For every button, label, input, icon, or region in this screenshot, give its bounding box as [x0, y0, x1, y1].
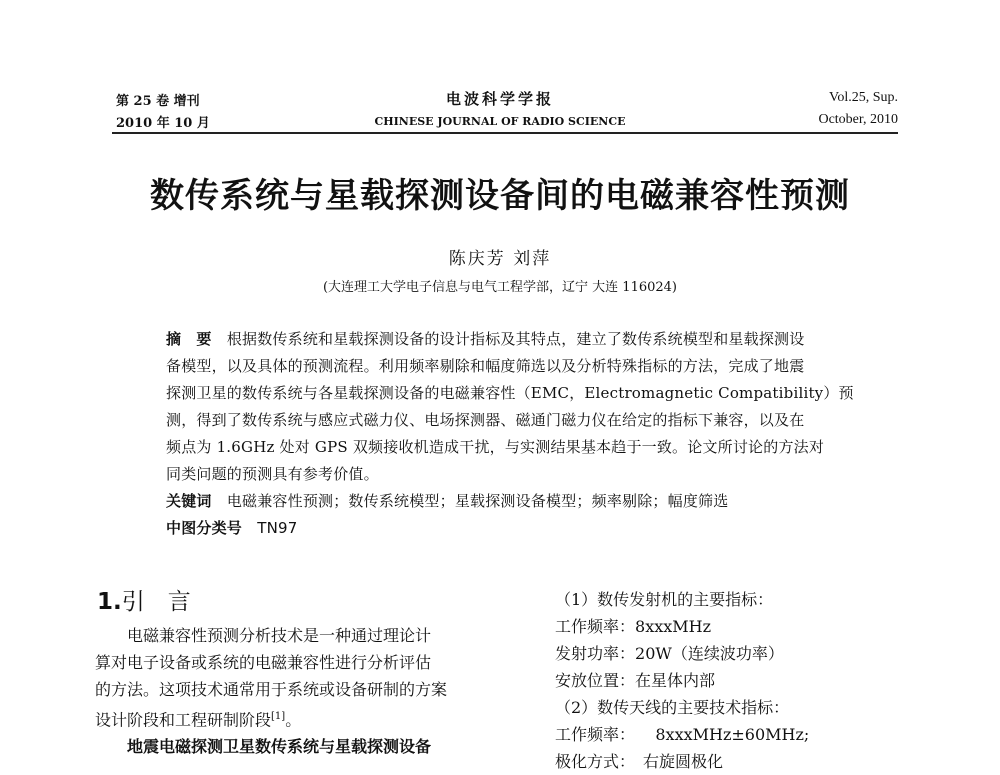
section-heading — [97, 583, 191, 616]
date-en: October, 2010 — [818, 112, 898, 127]
journal-title-cn: 电波科学学报 — [445, 90, 554, 108]
left-column — [95, 622, 447, 760]
spec-line: 工作频率： 8xxxMHz±60MHz; — [555, 725, 810, 744]
volume-en: Vol.25, Sup. — [829, 90, 898, 105]
abstract-line: 备模型，以及具体的预测流程。利用频率剔除和幅度筛选以及分析特殊指标的方法，完成了地震 — [166, 357, 805, 375]
spec-line: 极化方式： 右旋圆极化 — [555, 752, 724, 771]
header-rule — [112, 132, 898, 134]
spec-line: 发射功率：20W（连续波功率） — [555, 644, 784, 663]
paper-title: 数传系统与星载探测设备间的电磁兼容性预测 — [150, 176, 850, 216]
paragraph-line: 电磁兼容性预测分析技术是一种通过理论计 — [95, 626, 432, 645]
abstract-line: 探测卫星的数传系统与各星载探测设备的电磁兼容性（EMC，Electromagnetic Compatibility）预 — [166, 384, 854, 402]
paragraph-line: 的方法。这项技术通常用于系统或设备研制的方案 — [95, 680, 448, 699]
date-cn: 2010 年 10 月 — [116, 116, 210, 131]
spec-line: 工作频率：8xxxMHz — [555, 617, 712, 636]
abstract-line: 同类问题的预测具有参考价值。 — [166, 465, 379, 483]
classification-label: 中图分类号 — [166, 519, 243, 537]
abstract-line: 测，得到了数传系统与感应式磁力仪、电场探测器、磁通门磁力仪在给定的指标下兼容，以及在 — [166, 411, 805, 429]
spec-heading: （1）数传发射机的主要指标： — [555, 590, 774, 609]
paragraph-line: 算对电子设备或系统的电磁兼容性进行分析评估 — [95, 653, 432, 672]
abstract-line: 摘 要 根据数传系统和星载探测设备的设计指标及其特点，建立了数传系统模型和星载探测设 — [166, 330, 805, 348]
right-column — [555, 586, 809, 775]
spec-line: 安放位置：在星体内部 — [555, 671, 716, 690]
classification-value: TN97 — [257, 519, 298, 537]
section-number: 1. — [97, 589, 122, 615]
keywords-label: 关键词 — [166, 492, 212, 510]
abstract-line: 频点为 1.6GHz 处对 GPS 双频接收机造成干扰，与实测结果基本趋于一致。论文所讨论的方法对 — [166, 438, 825, 456]
journal-title-en: CHINESE JOURNAL OF RADIO SCIENCE — [374, 115, 626, 128]
abstract-label: 摘 要 — [166, 330, 212, 348]
authors: 陈庆芳 刘萍 — [448, 249, 552, 269]
spec-heading: （2）数传天线的主要技术指标： — [555, 698, 790, 717]
volume-cn: 第 25 卷 增刊 — [116, 94, 200, 109]
classification — [166, 515, 910, 542]
section-title: 引 言 — [121, 589, 191, 615]
paragraph-line: 地震电磁探测卫星数传系统与星载探测设备 — [95, 737, 432, 757]
affiliation: (大连理工大学电子信息与电气工程学部，辽宁 大连 116024) — [322, 280, 678, 295]
abstract — [166, 326, 910, 542]
keywords — [166, 488, 910, 515]
keywords-value: 电磁兼容性预测；数传系统模型；星载探测设备模型；频率剔除；幅度筛选 — [226, 492, 729, 510]
paragraph-line: 设计阶段和工程研制阶段[1]。 — [95, 710, 302, 730]
citation-ref: [1] — [271, 711, 286, 722]
